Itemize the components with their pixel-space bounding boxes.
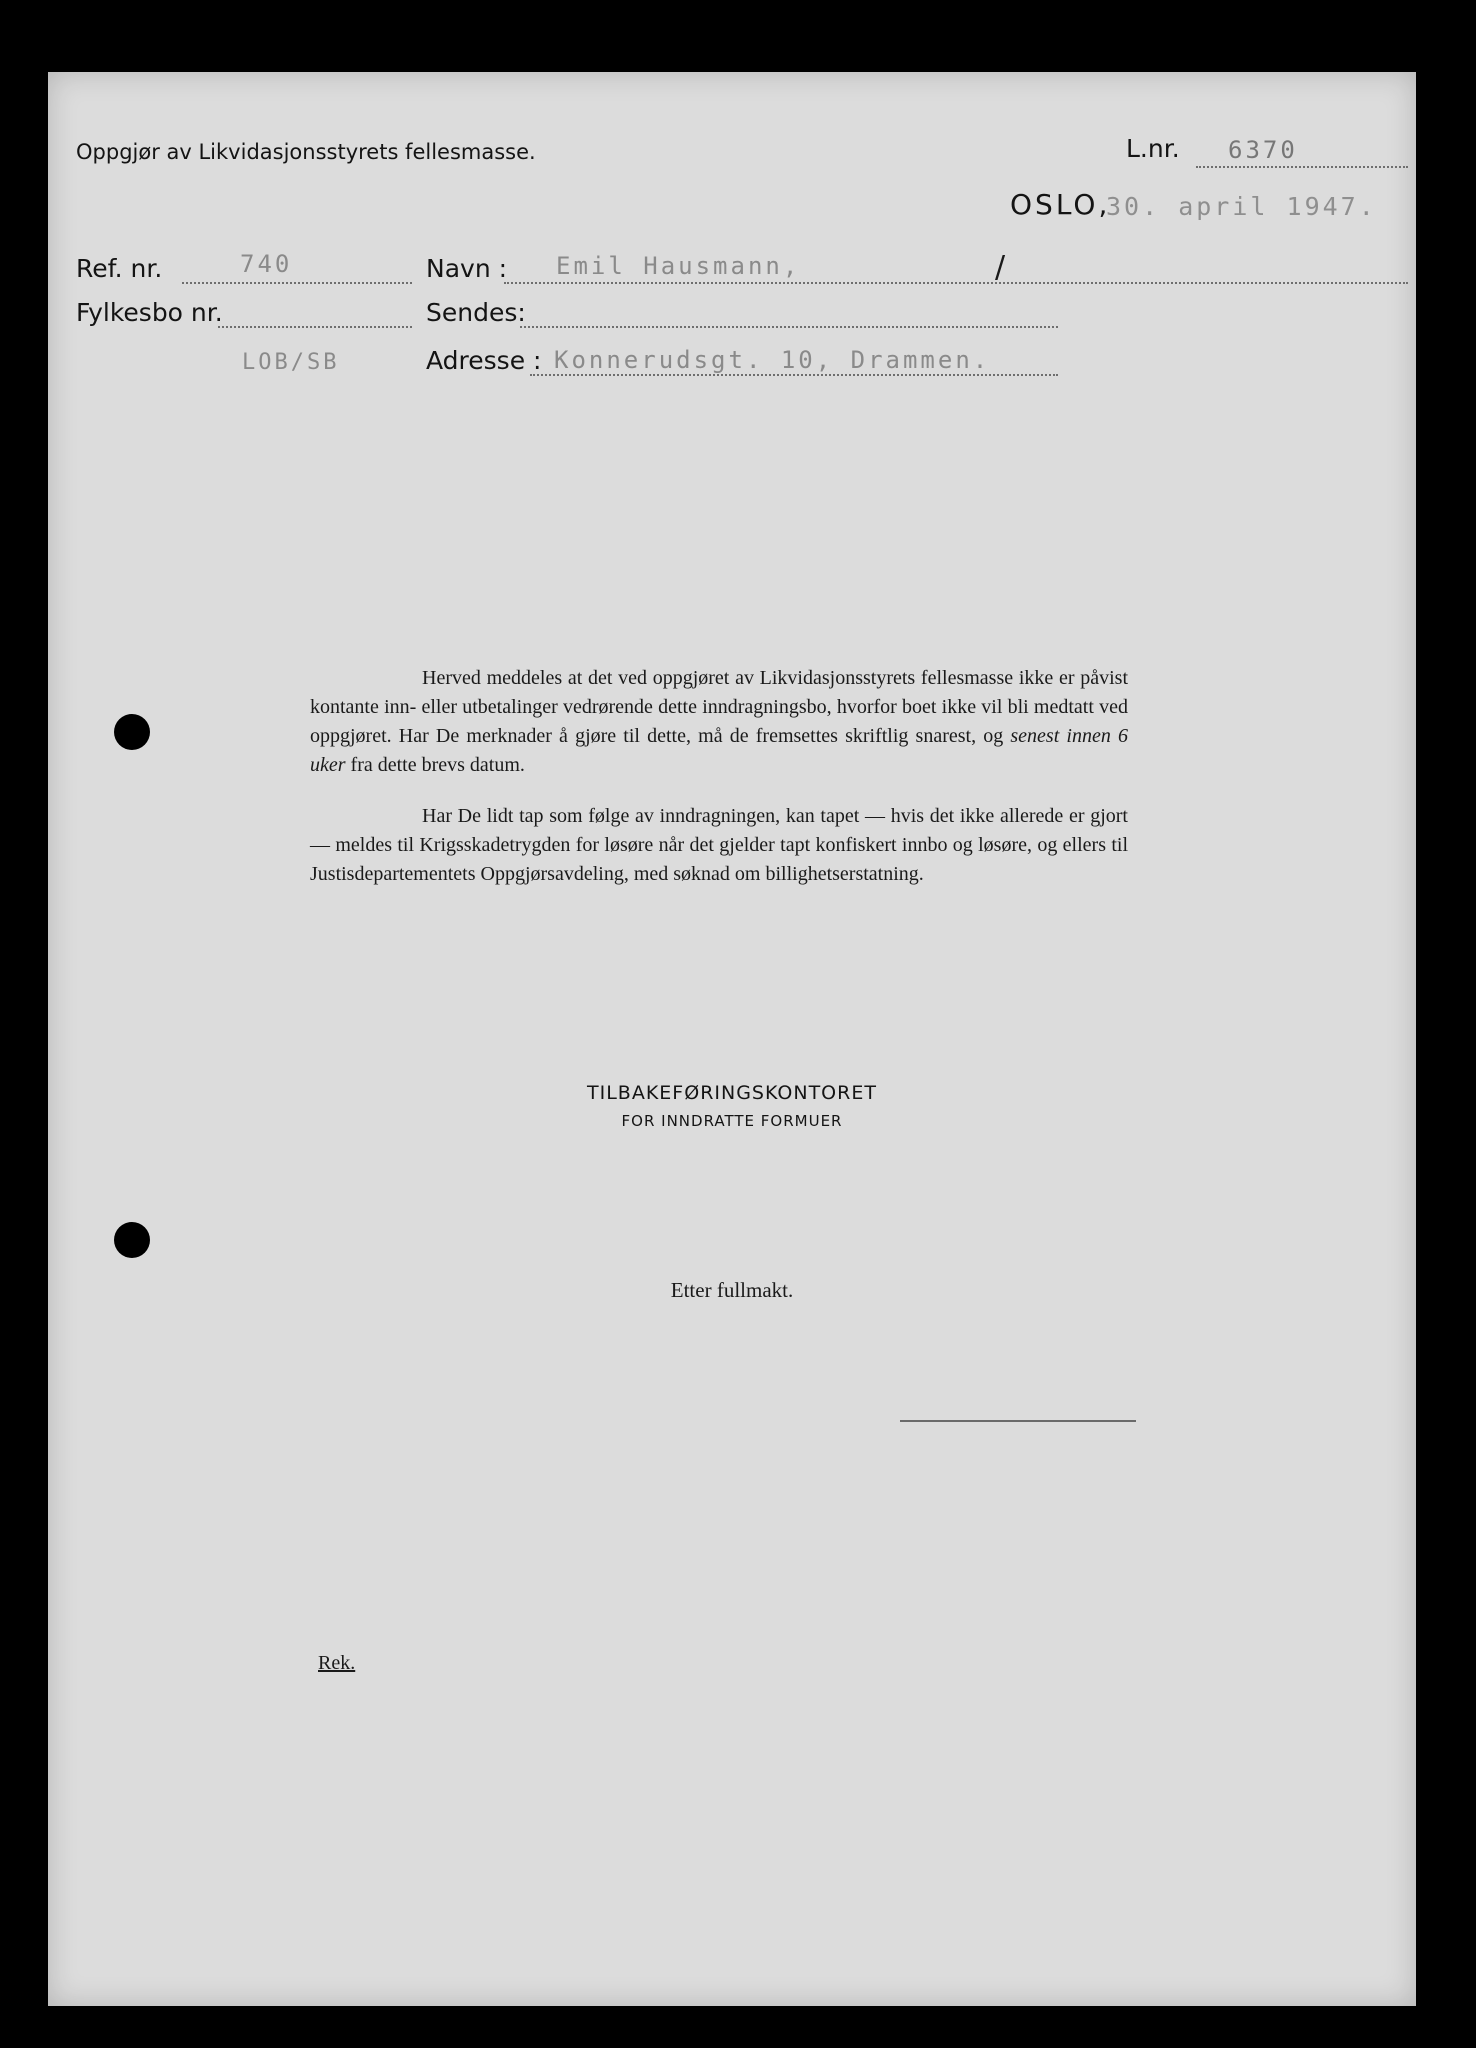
lnr-value: 6370 (1228, 136, 1298, 164)
registered-mark: Rek. (318, 1652, 356, 1674)
body-paragraph-1 (310, 664, 1128, 780)
office-name: TILBAKEFØRINGSKONTORET (587, 1082, 877, 1104)
letter-body (310, 664, 1128, 911)
authority-line: Etter fullmakt. (670, 1278, 794, 1302)
office-subtitle: FOR INNDRATTE FORMUER (621, 1112, 843, 1130)
navn-label: Navn : (426, 254, 508, 283)
ref-label: Ref. nr. (76, 254, 163, 283)
deadline-emphasis: senest innen 6 uker (310, 725, 1128, 776)
paragraph-1-text: Herved meddeles at det ved oppgjøret av Likvidasjonsstyrets fellesmasse ikke er påvist kontante inn- eller utbetalinger vedrørende dette inndragningsbo, hvorfor boet ikke vil bli medtatt ved oppgjøret. Har De merknader å gjøre til dette, må de fremsettes skriftlig snarest, og (310, 667, 1128, 747)
lnr-label: L.nr. (1126, 134, 1180, 163)
adresse-label: Adresse : (426, 346, 542, 375)
place-label: OSLO, (1010, 188, 1111, 221)
adresse-value: Konnerudsgt. 10, Drammen. (554, 346, 991, 374)
letter-page (48, 72, 1416, 2006)
signature-line (900, 1420, 1136, 1422)
fylkesbo-dotted-line (218, 326, 412, 328)
lnr-dotted-line (1196, 166, 1408, 168)
letter-date: 30. april 1947. (1106, 192, 1377, 221)
adresse-dotted-line (530, 374, 1058, 376)
body-paragraph-2: Har De lidt tap som følge av inndragningen, kan tapet — hvis det ikke allerede er gjort — meldes til Krigsskadetrygden for løsøre når det gjelder tapt konfiskert innbo og løsøre, og ellers til Justisdepartementets Oppgjørsavdeling, med søknad om billighetserstatning. (310, 805, 1128, 885)
initials: LOB/SB (242, 350, 340, 375)
punch-hole-bottom (114, 1222, 150, 1258)
punch-hole-top (114, 714, 150, 750)
ref-dotted-line (182, 282, 412, 284)
ref-value: 740 (240, 250, 293, 278)
navn-value: Emil Hausmann, (556, 252, 801, 280)
name-slash: / (995, 250, 1006, 285)
navn-dotted-line (504, 282, 1408, 284)
sendes-label: Sendes: (426, 298, 526, 327)
sendes-dotted-line (520, 326, 1058, 328)
paragraph-1-end: fra dette brevs datum. (345, 754, 525, 776)
letter-heading: Oppgjør av Likvidasjonsstyrets fellesmasse. (76, 140, 536, 164)
fylkesbo-label: Fylkesbo nr. (76, 298, 223, 327)
